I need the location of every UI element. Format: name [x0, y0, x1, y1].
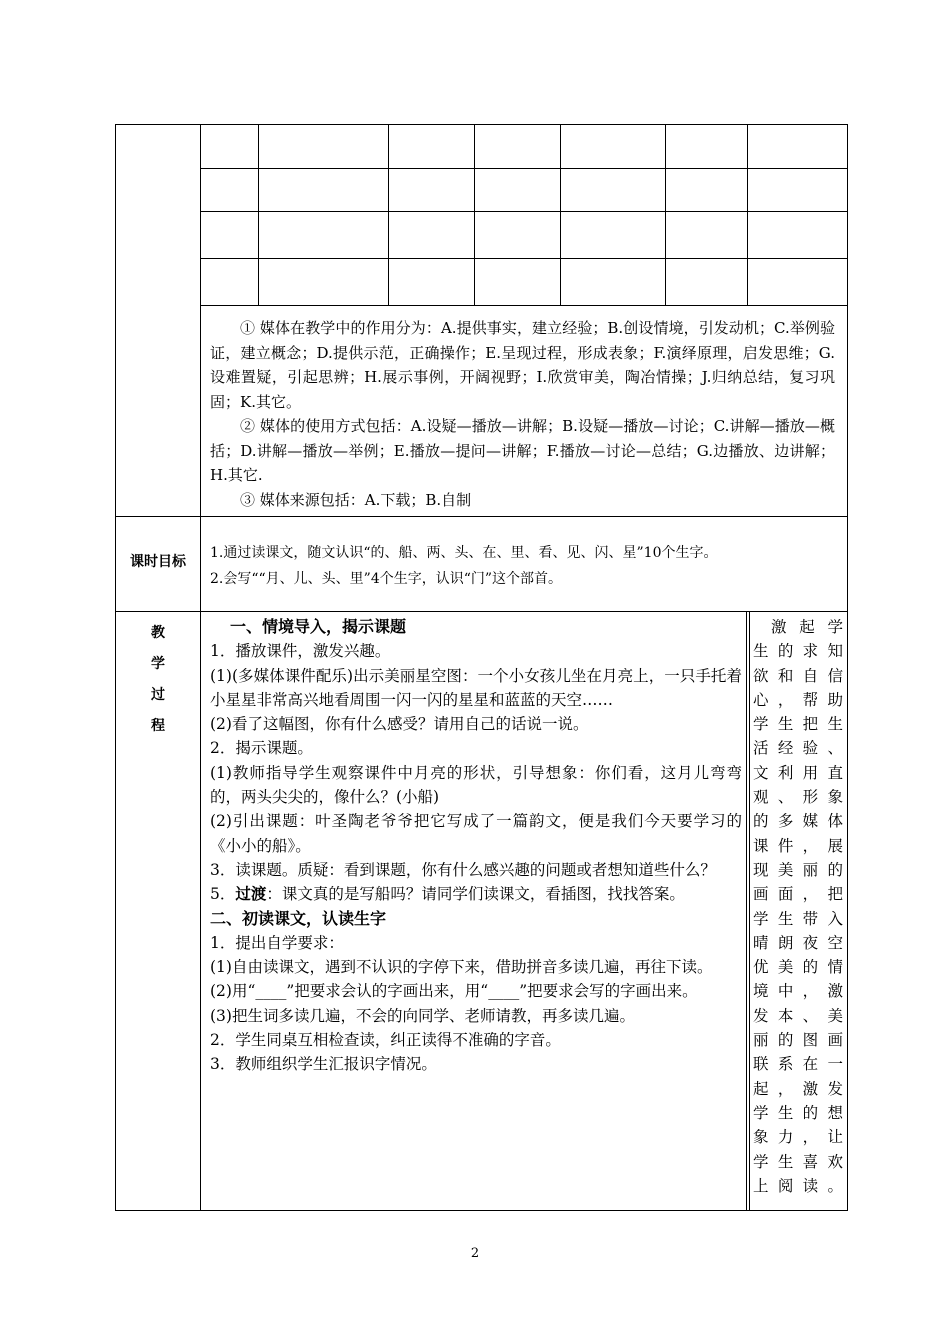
media-role-note: ① 媒体在教学中的作用分为：A.提供事实，建立经验；B.创设情境，引发动机；C.举例验证，建立概念；D.提供示范，正确操作；E.呈现过程，形成表象；F.演绎原理，启发思维；G.设难置疑，引起思辨；H.展示事例，开阔视野；I.欣赏审美，陶冶情操；J.归纳总结，复习巩固；K.其它。: [210, 319, 835, 411]
rationale-line: 学生的想: [753, 1103, 843, 1122]
task-1c: (3)把生词多读几遍，不会的向同学、老师请教，再多读几遍。: [210, 1006, 635, 1025]
section-heading-2: 二、初读课文，认读生字: [210, 908, 387, 928]
step-2a: (1)教师指导学生观察课件中月亮的形状，引导想象：你们看，这月儿弯弯的，两头尖尖的，像什么？(小船): [210, 763, 742, 807]
media-grid-col-line: [258, 124, 259, 306]
rationale-line: 晴朗夜空: [753, 933, 843, 952]
media-grid-row-line: [200, 168, 847, 169]
rationale-line: 的多媒体: [753, 812, 843, 831]
goal-line-2: 2.会写““月、儿、头、里”4个生字，认识“门”这个部首。: [210, 571, 563, 587]
goals-content: [210, 540, 840, 592]
rationale-line: 象力，让: [753, 1128, 843, 1147]
process-label: [116, 618, 200, 742]
process-label-char: 学: [151, 656, 165, 672]
rationale-line: 联系在一: [753, 1055, 843, 1074]
table-border-bottom: [115, 1210, 848, 1211]
rationale-line: 学生喜欢: [753, 1152, 843, 1171]
process-label-char: 教: [151, 625, 165, 641]
notes-column-divider: [746, 611, 747, 1211]
task-1a: (1)自由读课文，遇到不认识的字停下来，借助拼音多读几遍，再往下读。: [210, 958, 713, 977]
rationale-line: 心，帮助: [753, 690, 843, 709]
page-number: 2: [470, 1246, 480, 1261]
label-column-divider: [200, 124, 201, 1211]
rationale-line: 学生把生: [753, 715, 843, 734]
table-border-top: [115, 124, 848, 125]
media-grid-row-line: [200, 258, 847, 259]
goals-label: 课时目标: [130, 554, 186, 570]
task-1b: (2)用“____”把要求会认的字画出来，用“____”把要求会写的字画出来。: [210, 982, 698, 1001]
step-5: [210, 882, 742, 906]
process-content: [210, 615, 742, 1077]
rationale-line: 生的求知: [753, 642, 843, 661]
step-5-text: ：课文真的是写船吗？请同学们读课文，看插图，找找答案。: [266, 885, 685, 904]
row-separator: [115, 516, 848, 517]
step-1a: (1)(多媒体课件配乐)出示美丽星空图：一个小女孩儿坐在月亮上，一只手托着小星星非常高兴地看周围一闪一闪的星星和蓝蓝的天空……: [210, 666, 742, 709]
media-grid-col-line: [388, 124, 389, 306]
process-label-char: 过: [151, 687, 165, 703]
rationale-line: 欲和自信: [753, 666, 843, 685]
rationale-line: 优美的情: [753, 958, 843, 977]
media-grid-col-line: [747, 124, 748, 306]
media-grid-col-line: [560, 124, 561, 306]
rationale-line: 境中，激: [753, 982, 843, 1001]
rationale-line: 激起学: [771, 618, 843, 636]
media-usage-note: ② 媒体的使用方式包括：A.设疑—播放—讲解；B.设疑—播放—讨论；C.讲解—播放—概括；D.讲解—播放—举例；E.播放—提问—讲解；F.播放—讨论—总结；G.边播放、边讲解；H.其它.: [210, 417, 835, 484]
media-grid-bottom-line: [200, 305, 847, 306]
notes-column-divider: [749, 611, 750, 1211]
table-border-right: [847, 124, 848, 1211]
step-5-bold: 过渡: [235, 885, 267, 904]
rationale-line: 观、形象: [753, 788, 843, 807]
rationale-line: 活经验、: [753, 739, 843, 758]
step-2: 2．揭示课题。: [210, 739, 313, 758]
rationale-line: 起，激发: [753, 1079, 843, 1098]
step-1b: (2)看了这幅图，你有什么感受？请用自己的话说一说。: [210, 715, 589, 734]
task-2: 2．学生同桌互相检查读，纠正读得不准确的字音。: [210, 1031, 561, 1050]
section-heading-1: 一、情境导入，揭示课题: [230, 617, 407, 636]
process-label-char: 程: [151, 718, 165, 734]
rationale-line: 课件，展: [753, 836, 843, 855]
row-separator: [115, 611, 848, 612]
media-grid-col-line: [474, 124, 475, 306]
step-1: 1．播放课件，激发兴趣。: [210, 642, 391, 661]
rationale-line: 发本、美: [753, 1006, 843, 1025]
step-5-number: 5．: [210, 885, 236, 904]
rationale-line: 丽的图画: [753, 1031, 843, 1050]
step-3: 3．读课题。质疑：看到课题，你有什么感兴趣的问题或者想知道些什么？: [210, 860, 716, 879]
goal-line-1: 1.通过读课文，随文认识“的、船、两、头、在、里、看、见、闪、星”10个生字。: [210, 545, 718, 561]
rationale-line: 文利用直: [753, 763, 843, 782]
media-notes: [210, 316, 835, 512]
rationale-line: 学生带入: [753, 909, 843, 928]
task-1: 1．提出自学要求：: [210, 933, 344, 952]
rationale-line: 画面，把: [753, 885, 843, 904]
task-3: 3．教师组织学生汇报识字情况。: [210, 1055, 437, 1074]
media-grid-col-line: [665, 124, 666, 306]
media-grid-row-line: [200, 211, 847, 212]
rationale-line: 上阅读。: [753, 1176, 843, 1195]
step-2b: (2)引出课题：叶圣陶老爷爷把它写成了一篇韵文，便是我们今天要学习的《小小的船》。: [210, 812, 742, 855]
rationale-line: 现美丽的: [753, 860, 843, 879]
media-source-note: ③ 媒体来源包括：A.下载；B.自制: [240, 490, 472, 509]
design-rationale-notes: [753, 615, 843, 1198]
